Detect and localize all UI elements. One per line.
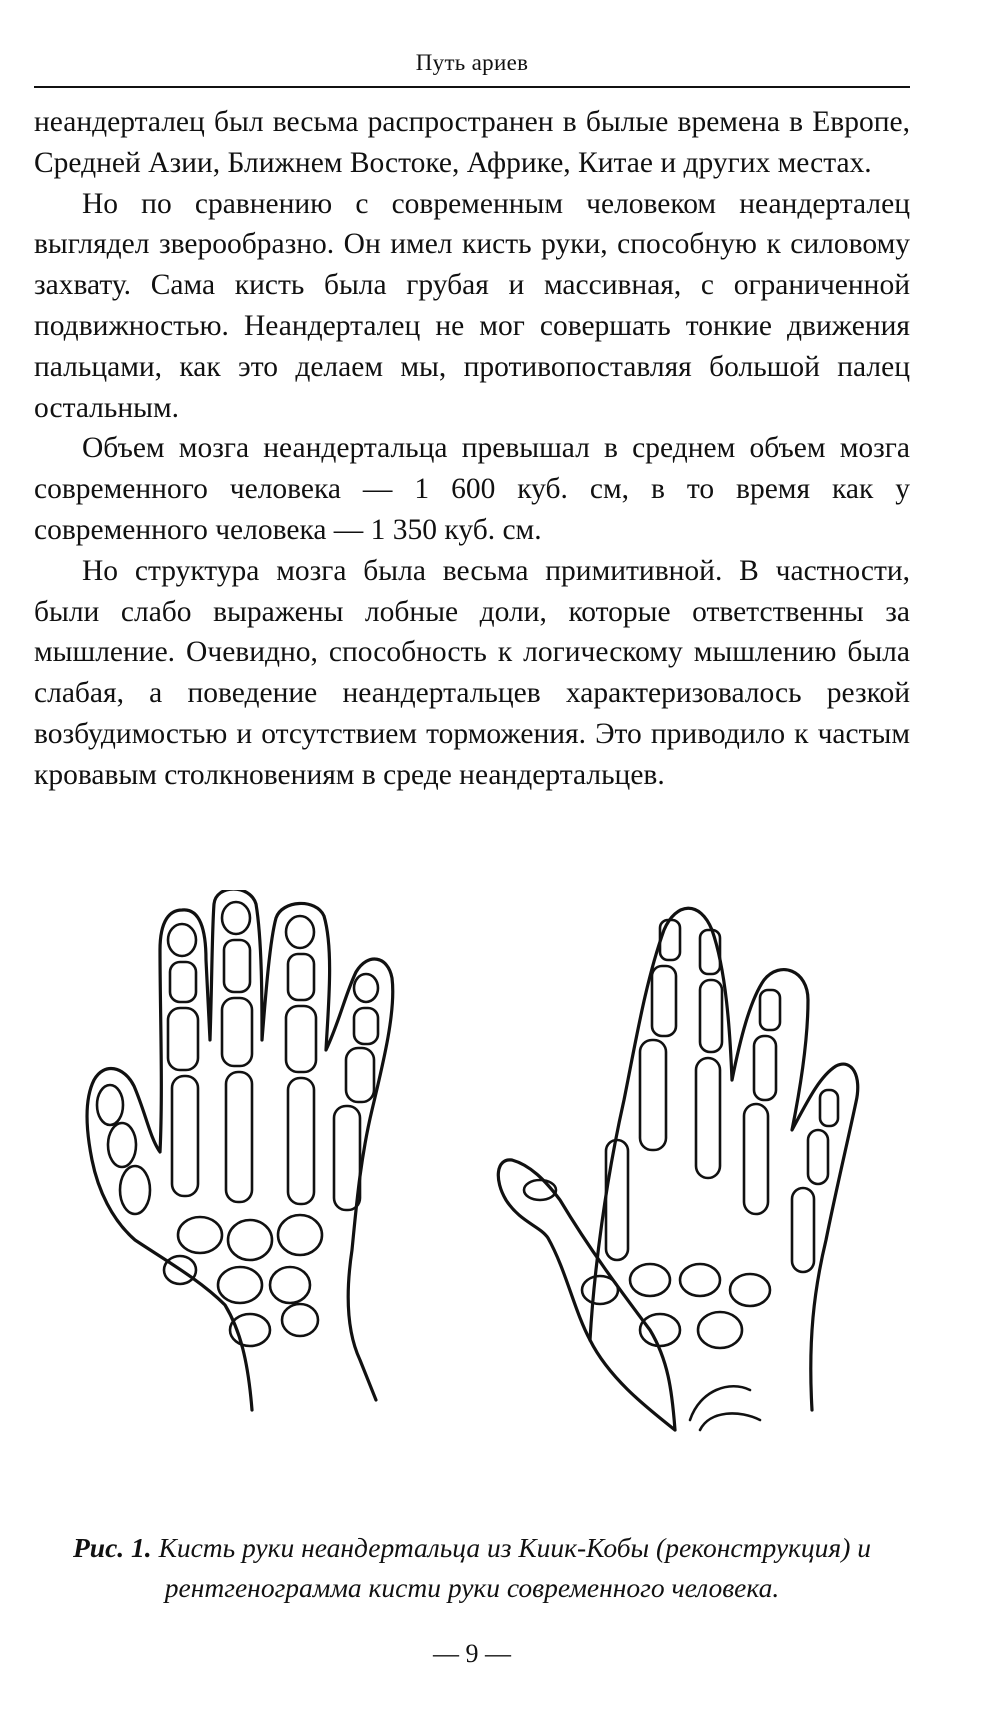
figure-hands [0, 890, 1000, 1490]
hands-illustration [0, 890, 1000, 1490]
paragraph-3: Объем мозга неандертальца превышал в среднем объем мозга современного человека — 1 600 куб. см, в то время как у современного человека — 1 350 куб. см. [34, 432, 910, 546]
paragraph-1: неандерталец был весьма распространен в былые времена в Европе, Средней Азии, Ближнем Востоке, Африке, Китае и других местах. [34, 106, 910, 179]
figure-caption-text: Кисть руки неандертальца из Киик-Кобы (реконструкция) и рентгенограмма кисти руки современного человека. [151, 1532, 871, 1603]
page-number: — 9 — [433, 1639, 511, 1668]
neanderthal-hand-drawing [87, 890, 393, 1410]
body-text [34, 102, 910, 796]
paragraph-2: Но по сравнению с современным человеком неандерталец выглядел зверообразно. Он имел кисть руки, способную к силовому захвату. Сама кисть была грубая и массивная, с ограниченной подвижностью. Неандерталец не мог совершать тонкие движения пальцами, как это делаем мы, противопоставляя большой палец остальным. [34, 187, 910, 424]
figure-caption-label: Рис. 1. [73, 1532, 152, 1563]
modern-hand-drawing [498, 908, 857, 1430]
header-rule [34, 86, 910, 88]
paragraph-4: Но структура мозга была весьма примитивной. В частности, были слабо выражены лобные доли, которые ответственны за мышление. Очевидно, способность к логическому мышлению была слабая, а поведение неандертальцев характеризовалось резкой возбудимостью и отсутствием торможения. Это приводило к частым кровавым столкновениям в среде неандертальцев. [34, 554, 910, 791]
figure-caption [60, 1528, 884, 1608]
neanderthal-hand-outline [87, 890, 393, 1410]
running-title: Путь ариев [415, 50, 529, 75]
